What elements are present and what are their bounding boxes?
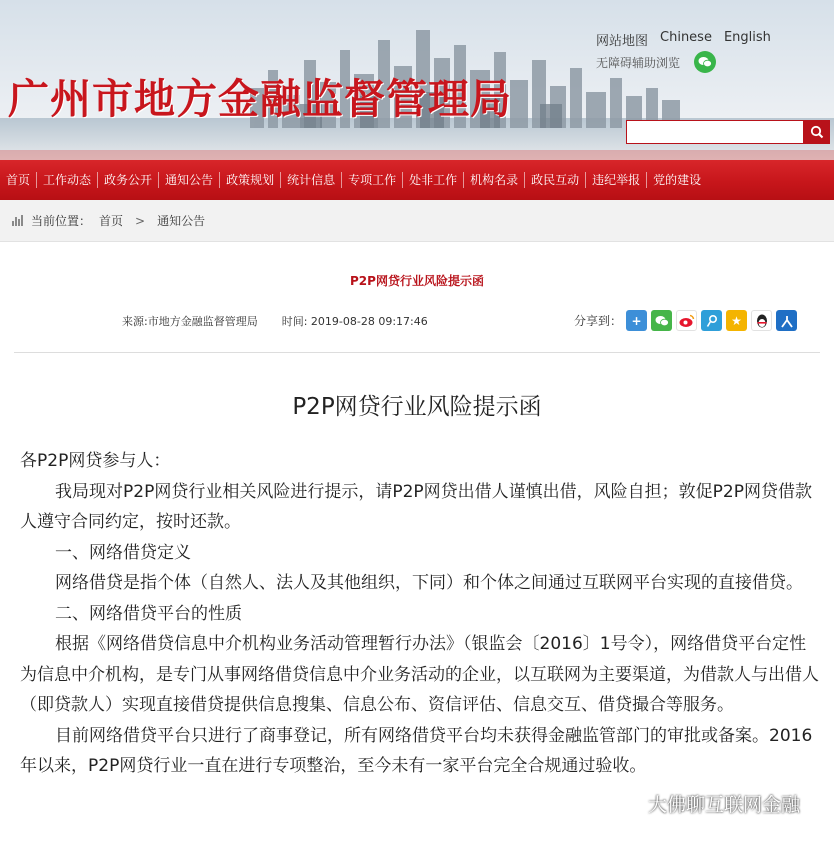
- article-small-title: P2P网贷行业风险提示函: [350, 274, 484, 288]
- nav-item-notices[interactable]: 通知公告: [165, 173, 214, 187]
- article-meta: [122, 313, 428, 329]
- renren-glyph-icon: [780, 314, 794, 328]
- breadcrumb-home-link[interactable]: 首页: [99, 214, 124, 228]
- breadcrumb-separator: >: [135, 213, 146, 228]
- english-link[interactable]: English: [723, 30, 771, 45]
- nav-item-illegal-fundraising[interactable]: 处非工作: [409, 173, 458, 187]
- tencent-weibo-share-icon[interactable]: [701, 310, 722, 331]
- renren-share-icon[interactable]: [776, 310, 797, 331]
- site-title[interactable]: 广州市地方金融监督管理局: [8, 75, 512, 123]
- share-label: 分享到：: [574, 314, 623, 328]
- accessibility-link[interactable]: 无障碍辅助浏览: [596, 56, 681, 70]
- chinese-link[interactable]: Chinese: [660, 30, 712, 45]
- section-heading: 一、网络借贷定义: [55, 542, 191, 563]
- breadcrumb-current-link[interactable]: 通知公告: [157, 214, 206, 228]
- nav-item-work-news[interactable]: 工作动态: [43, 173, 92, 187]
- location-bars-icon: [12, 215, 23, 226]
- qzone-share-icon[interactable]: ★: [726, 310, 747, 331]
- section-heading: 二、网络借贷平台的性质: [55, 603, 242, 624]
- search-icon: [810, 125, 824, 139]
- nav-item-policy[interactable]: 政策规划: [226, 173, 275, 187]
- meta-divider: [14, 352, 820, 353]
- weibo-share-icon[interactable]: [676, 310, 697, 331]
- wechat-icon[interactable]: [694, 51, 716, 73]
- article-paragraph: 网络借贷是指个体（自然人、法人及其他组织，下同）和个体之间通过互联网平台实现的直接借贷。: [55, 573, 803, 593]
- nav-item-party[interactable]: 党的建设: [653, 173, 702, 187]
- wechat-bubbles-icon: [698, 56, 712, 68]
- breadcrumb: [0, 200, 834, 242]
- nav-item-home[interactable]: 首页: [6, 173, 31, 187]
- article-source: 来源:市地方金融监督管理局: [122, 315, 258, 328]
- breadcrumb-label: 当前位置：: [31, 214, 92, 228]
- weibo-glyph-icon: [679, 314, 695, 328]
- article-body: [20, 446, 820, 782]
- qq-share-icon[interactable]: [751, 310, 772, 331]
- article-paragraph: 根据《网络借贷信息中介机构业务活动管理暂行办法》（银监会〔2016〕1号令），网络借贷平台定性为信息中介机构，是专门从事网络借贷信息中介业务活动的企业，以互联网为主要渠道，为借款人与出借人（即贷款人）实现直接借贷提供信息搜集、信息公布、资信评估、信息交互、借贷撮合等服务。: [20, 634, 819, 715]
- article-paragraph: 目前网络借贷平台只进行了商事登记，所有网络借贷平台均未获得金融监管部门的审批或备案。2016年以来，P2P网贷行业一直在进行专项整治，至今未有一家平台完全合规通过验收。: [20, 725, 813, 776]
- top-links: [596, 30, 771, 49]
- wechat-share-icon[interactable]: [651, 310, 672, 331]
- sitemap-link[interactable]: 网站地图: [596, 34, 649, 49]
- main-nav: [0, 160, 834, 200]
- nav-item-special-work[interactable]: 专项工作: [348, 173, 397, 187]
- watermark: [620, 790, 800, 817]
- article-time: 时间: 2019-08-28 09:17:46: [281, 315, 428, 328]
- nav-item-statistics[interactable]: 统计信息: [287, 173, 336, 187]
- nav-item-report[interactable]: 违纪举报: [592, 173, 641, 187]
- plus-share-icon[interactable]: +: [626, 310, 647, 331]
- wechat-glyph-icon: [655, 315, 669, 327]
- share-bar: [574, 310, 797, 331]
- article-salutation: 各P2P网贷参与人：: [20, 451, 171, 471]
- nav-item-gov-affairs[interactable]: 政务公开: [104, 173, 153, 187]
- watermark-text: 大佛聊互联网金融: [648, 794, 801, 816]
- header-banner: [0, 0, 834, 160]
- qq-penguin-icon: [755, 313, 769, 329]
- nav-item-interaction[interactable]: 政民互动: [531, 173, 580, 187]
- search-button[interactable]: [804, 120, 830, 144]
- nav-item-directory[interactable]: 机构名录: [470, 173, 519, 187]
- article-paragraph: 我局现对P2P网贷行业相关风险进行提示，请P2P网贷出借人谨慎出借，风险自担；敦促P2P网贷借款人遵守合同约定，按时还款。: [20, 481, 812, 532]
- tencent-weibo-glyph-icon: [705, 314, 719, 328]
- wechat-watermark-icon: [620, 794, 642, 814]
- article-title: P2P网贷行业风险提示函: [292, 394, 542, 420]
- search-input[interactable]: [626, 120, 804, 144]
